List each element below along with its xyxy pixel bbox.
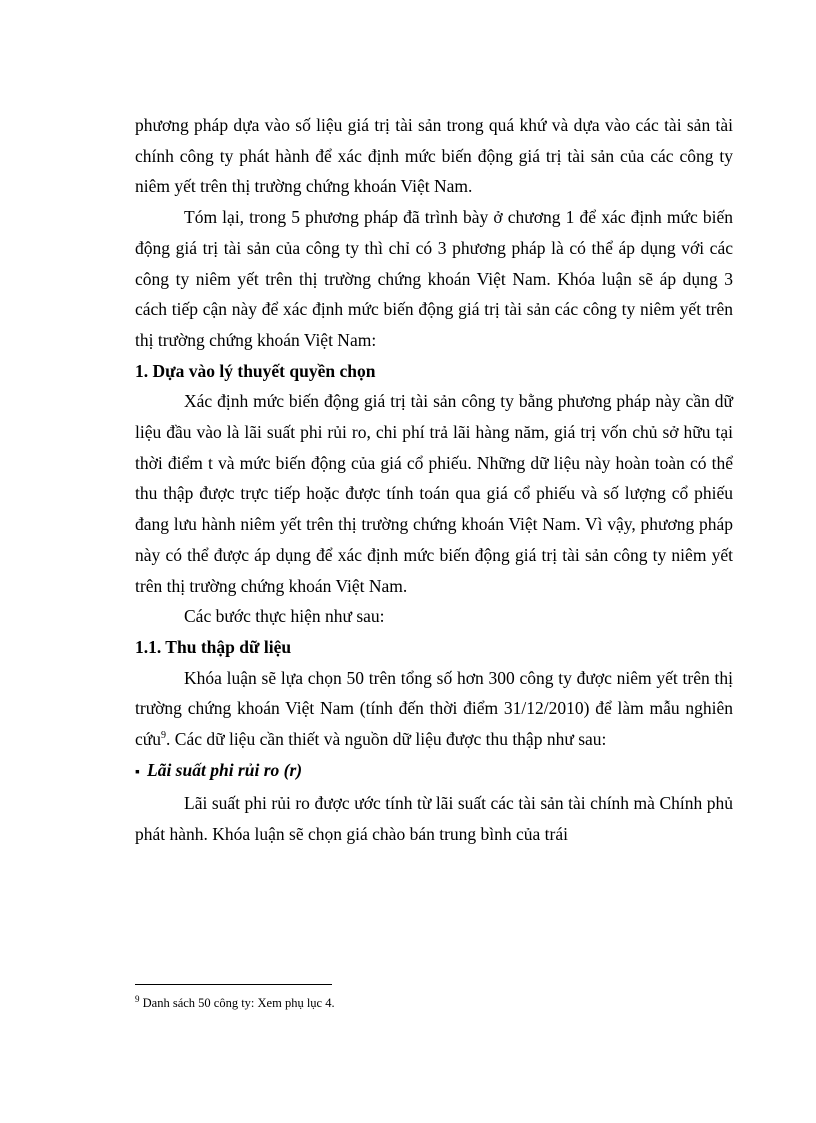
footnote-number: 9 [135,993,140,1004]
paragraph-data-collection-text-end: . Các dữ liệu cần thiết và nguồn dữ liệu được thu thập như sau: [166,729,607,750]
footnote-separator [135,984,332,985]
paragraph-risk-free-rate: Lãi suất phi rủi ro được ước tính từ lãi suất các tài sản tài chính mà Chính phủ phát hành. Khóa luận sẽ chọn giá chào bán trung bình của trái [135,793,733,845]
section-heading-option-theory: 1. Dựa vào lý thuyết quyền chọn [135,360,376,381]
document-body [135,110,733,850]
subsection-heading-data-collection: 1.1. Thu thập dữ liệu [135,636,292,657]
footnote [135,994,733,1012]
footnote-text: Danh sách 50 công ty: Xem phụ lục 4. [139,996,335,1010]
paragraph-method-intro: phương pháp dựa vào số liệu giá trị tài sản trong quá khứ và dựa vào các tài sản tài chính công ty phát hành để xác định mức biến động giá trị tài sản của các công ty niêm yết trên thị trường chứng khoán Việt Nam. [135,115,733,197]
paragraph-data-collection-text: Khóa luận sẽ lựa chọn 50 trên tổng số hơn 300 công ty được niêm yết trên thị trường chứng khoán Việt Nam (tính đến thời điểm 31/12/2010) để làm mẫu nghiên cứu [135,667,733,750]
footnote-reference[interactable]: 9 [161,730,167,742]
paragraph-summary: Tóm lại, trong 5 phương pháp đã trình bày ở chương 1 để xác định mức biến động giá trị tài sản của công ty thì chỉ có 3 phương pháp là có thể áp dụng với các công ty niêm yết trên thị trường chứng khoán Việt Nam. Khóa luận sẽ áp dụng 3 cách tiếp cận này để xác định mức biến động giá trị tài sản các công ty niêm yết trên thị trường chứng khoán Việt Nam: [135,207,733,350]
bullet-heading-label: Lãi suất phi rủi ro (r) [147,759,303,780]
paragraph-option-theory: Xác định mức biến động giá trị tài sản công ty bằng phương pháp này cần dữ liệu đầu vào là lãi suất phi rủi ro, chi phí trả lãi hàng năm, giá trị vốn chủ sở hữu tại thời điểm t và mức biến động của giá cổ phiếu. Những dữ liệu này hoàn toàn có thể thu thập được trực tiếp hoặc được tính toán qua giá cổ phiếu và số lượng cổ phiếu đang lưu hành niêm yết trên thị trường chứng khoán Việt Nam. Vì vậy, phương pháp này có thể được áp dụng để xác định mức biến động giá trị tài sản công ty niêm yết trên thị trường chứng khoán Việt Nam. [135,391,733,596]
paragraph-data-collection [135,663,733,755]
paragraph-steps: Các bước thực hiện như sau: [184,606,385,627]
square-bullet-icon: ▪ [135,764,140,780]
bullet-heading-risk-free-rate [135,755,733,789]
